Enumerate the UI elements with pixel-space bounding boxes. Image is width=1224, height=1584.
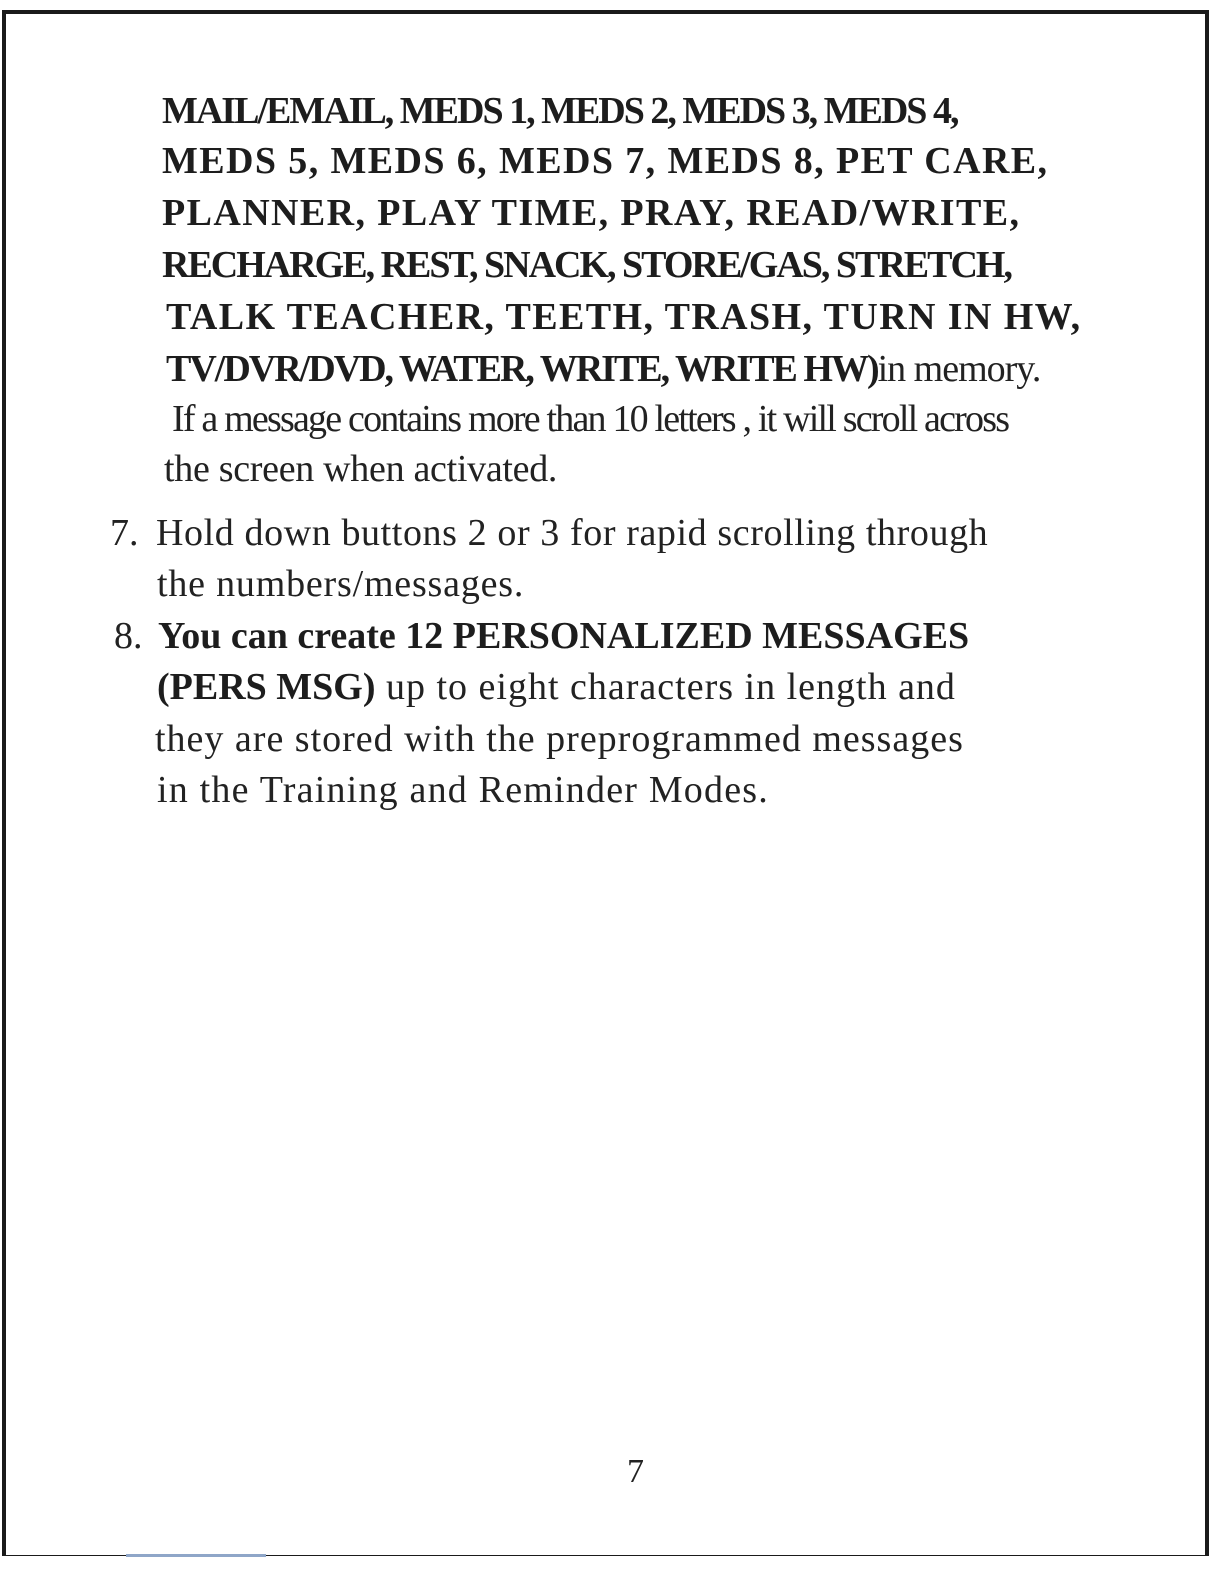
item-8-line-2-rest: up to eight characters in length and xyxy=(375,666,956,708)
message-list-line-4: RECHARGE, REST, SNACK, STORE/GAS, STRETCH, xyxy=(162,244,1011,286)
message-list-line-6-items: TV/DVR/DVD, WATER, WRITE, WRITE HW) xyxy=(166,348,878,390)
message-list-line-6-suffix: in memory. xyxy=(877,348,1041,390)
item-8-bold-prefix: (PERS MSG) xyxy=(157,666,376,708)
scroll-note-line-2: the screen when activated. xyxy=(164,448,558,490)
message-list-line-2: MEDS 5, MEDS 6, MEDS 7, MEDS 8, PET CARE, xyxy=(162,140,1049,182)
bottom-edge-tab xyxy=(126,1554,266,1557)
item-8-bold-line: You can create 12 PERSONALIZED MESSAGES xyxy=(158,615,970,657)
item-7-line-2: the numbers/messages. xyxy=(157,563,525,605)
item-8-line-4: in the Training and Reminder Modes. xyxy=(157,769,769,811)
item-8-line-2 xyxy=(157,664,956,710)
message-list-line-5: TALK TEACHER, TEETH, TRASH, TURN IN HW, xyxy=(166,296,1082,338)
item-7-line-1: Hold down buttons 2 or 3 for rapid scrolling through xyxy=(156,512,989,554)
message-list-line-3: PLANNER, PLAY TIME, PRAY, READ/WRITE, xyxy=(162,192,1021,234)
page-number: 7 xyxy=(627,1453,644,1490)
item-8-number: 8. xyxy=(114,615,143,657)
message-list-line-6 xyxy=(166,346,1040,392)
message-list-line-1: MAIL/EMAIL, MEDS 1, MEDS 2, MEDS 3, MEDS 4, xyxy=(162,90,958,132)
item-8-line-3: they are stored with the preprogrammed messages xyxy=(155,718,964,760)
item-7-number: 7. xyxy=(110,512,139,554)
scroll-note-line-1: If a message contains more than 10 letters , it will scroll across xyxy=(172,398,1009,440)
